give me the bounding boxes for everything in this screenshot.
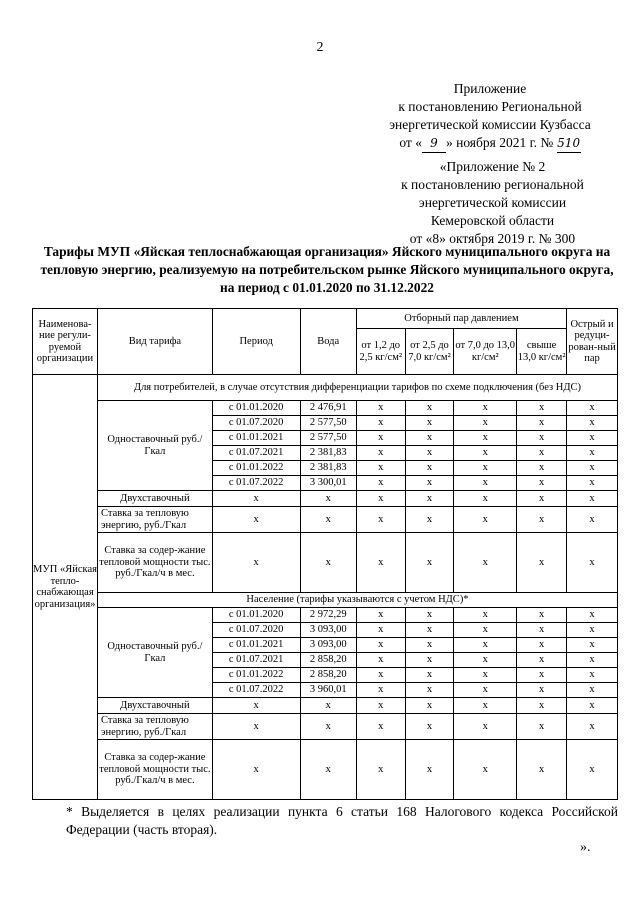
na-cell: х (454, 668, 517, 683)
na-cell: х (405, 416, 454, 431)
na-cell: х (567, 491, 618, 507)
water-value-cell: 2 577,50 (300, 431, 356, 446)
appendix-date-line (360, 134, 620, 153)
na-cell: х (517, 668, 567, 683)
na-cell: х (567, 740, 618, 800)
na-cell: х (454, 491, 517, 507)
na-cell: х (517, 683, 567, 698)
table-row (33, 593, 618, 608)
water-value-cell: 2 858,20 (300, 668, 356, 683)
header-water: Вода (300, 309, 356, 375)
period-cell: с 01.07.2021 (212, 653, 300, 668)
water-value-cell: 3 960,01 (300, 683, 356, 698)
na-cell: х (405, 446, 454, 461)
na-cell: х (405, 401, 454, 416)
na-cell: х (454, 638, 517, 653)
na-cell: х (567, 714, 618, 740)
page-number: 2 (316, 40, 324, 55)
water-value-cell: 3 093,00 (300, 638, 356, 653)
na-cell: х (517, 431, 567, 446)
na-cell: х (356, 446, 405, 461)
na-cell: х (454, 698, 517, 714)
na-cell: х (567, 431, 618, 446)
water-value-cell: 2 476,91 (300, 401, 356, 416)
na-cell: х (300, 491, 356, 507)
closing-quote: ». (580, 840, 591, 855)
na-cell: х (517, 491, 567, 507)
na-cell: х (454, 416, 517, 431)
org-name-cell: МУП «Яйская тепло-снабжающая организация» (33, 375, 98, 800)
na-cell: х (405, 491, 454, 507)
na-cell: х (517, 714, 567, 740)
na-cell: х (517, 653, 567, 668)
water-value-cell: 2 858,20 (300, 653, 356, 668)
na-cell: х (356, 401, 405, 416)
header-period: Период (212, 309, 300, 375)
na-cell: х (567, 401, 618, 416)
na-cell: х (405, 698, 454, 714)
na-cell: х (454, 683, 517, 698)
na-cell: х (405, 740, 454, 800)
appendix-line: энергетической комиссии (418, 195, 567, 210)
single-rate-label: Одноставочный руб./Гкал (97, 401, 212, 491)
tariff-table (32, 308, 618, 800)
na-cell: х (356, 668, 405, 683)
na-cell: х (356, 623, 405, 638)
water-value-cell: 2 972,29 (300, 608, 356, 623)
na-cell: х (212, 507, 300, 533)
table-row (33, 608, 618, 623)
na-cell: х (356, 740, 405, 800)
na-cell: х (300, 698, 356, 714)
na-cell: х (405, 683, 454, 698)
na-cell: х (405, 714, 454, 740)
na-cell: х (454, 461, 517, 476)
na-cell: х (454, 653, 517, 668)
table-row (33, 740, 618, 800)
header-tariff-type: Вид тарифа (97, 309, 212, 375)
period-cell: с 01.07.2020 (212, 416, 300, 431)
appendix-line: энергетической комиссии Кузбасса (389, 117, 591, 132)
na-cell: х (517, 476, 567, 491)
na-cell: х (454, 507, 517, 533)
na-cell: х (454, 623, 517, 638)
na-cell: х (567, 608, 618, 623)
appendix-line: от «8» октября 2019 г. № 300 (409, 231, 576, 246)
table-row (33, 375, 618, 401)
na-cell: х (567, 416, 618, 431)
period-cell: с 01.01.2022 (212, 461, 300, 476)
section-title: Население (тарифы указываются с учетом НДС)* (97, 593, 617, 608)
na-cell: х (517, 461, 567, 476)
na-cell: х (454, 446, 517, 461)
na-cell: х (212, 698, 300, 714)
na-cell: х (356, 698, 405, 714)
energy-rate-label: Ставка за тепловую энергию, руб./Гкал (97, 507, 212, 533)
na-cell: х (356, 653, 405, 668)
na-cell: х (567, 476, 618, 491)
na-cell: х (454, 608, 517, 623)
header-pressure-p4: свыше 13,0 кг/см² (517, 329, 567, 375)
na-cell: х (405, 653, 454, 668)
na-cell: х (212, 491, 300, 507)
document-title: Тарифы МУП «Яйская теплоснабжающая организация» Яйского муниципального округа на тепловую энергию, реализуемую на потребительском рынке Яйского муниципального округа, на период с 01.01.2020 по 31.12.2022 (40, 244, 614, 295)
period-cell: с 01.01.2020 (212, 401, 300, 416)
na-cell: х (567, 446, 618, 461)
na-cell: х (454, 714, 517, 740)
period-cell: с 01.01.2021 (212, 431, 300, 446)
handwritten-day: 9 (422, 134, 446, 153)
handwritten-number: 510 (557, 134, 581, 153)
na-cell: х (405, 608, 454, 623)
period-cell: с 01.01.2022 (212, 668, 300, 683)
period-cell: с 01.07.2020 (212, 623, 300, 638)
water-value-cell: 3 093,00 (300, 623, 356, 638)
appendix-line: к постановлению региональной (401, 177, 584, 192)
table-row (33, 309, 618, 329)
table-row (33, 698, 618, 714)
na-cell: х (405, 461, 454, 476)
tariff-table-body (33, 309, 618, 800)
na-cell: х (405, 507, 454, 533)
table-row (33, 491, 618, 507)
na-cell: х (567, 698, 618, 714)
na-cell: х (356, 476, 405, 491)
table-row (33, 533, 618, 593)
section-title: Для потребителей, в случае отсутствия дифференциации тарифов по схеме подключения (без НДС) (97, 375, 617, 401)
date-prefix: от « (399, 135, 422, 150)
appendix-line: «Приложение № 2 (439, 159, 546, 174)
header-pressure-p3: от 7,0 до 13,0 кг/см² (454, 329, 517, 375)
na-cell: х (356, 431, 405, 446)
na-cell: х (405, 533, 454, 593)
two-part-label: Двухставочный (97, 491, 212, 507)
period-cell: с 01.01.2020 (212, 608, 300, 623)
na-cell: х (356, 608, 405, 623)
period-cell: с 01.07.2021 (212, 446, 300, 461)
na-cell: х (454, 431, 517, 446)
na-cell: х (454, 740, 517, 800)
na-cell: х (567, 683, 618, 698)
na-cell: х (212, 740, 300, 800)
na-cell: х (567, 623, 618, 638)
na-cell: х (356, 507, 405, 533)
na-cell: х (567, 461, 618, 476)
na-cell: х (567, 507, 618, 533)
na-cell: х (405, 431, 454, 446)
water-value-cell: 3 300,01 (300, 476, 356, 491)
water-value-cell: 2 577,50 (300, 416, 356, 431)
footnote: * Выделяется в целях реализации пункта 6 статьи 168 Налогового кодекса Российской Федерации (часть вторая). (66, 804, 618, 837)
na-cell: х (517, 623, 567, 638)
period-cell: с 01.01.2021 (212, 638, 300, 653)
na-cell: х (356, 416, 405, 431)
na-cell: х (567, 653, 618, 668)
na-cell: х (405, 668, 454, 683)
na-cell: х (300, 533, 356, 593)
na-cell: х (517, 608, 567, 623)
na-cell: х (405, 476, 454, 491)
appendix-line: Приложение (453, 81, 527, 96)
na-cell: х (300, 714, 356, 740)
na-cell: х (356, 638, 405, 653)
na-cell: х (356, 533, 405, 593)
na-cell: х (356, 491, 405, 507)
header-pressure-p2: от 2,5 до 7,0 кг/см² (405, 329, 454, 375)
na-cell: х (356, 714, 405, 740)
na-cell: х (517, 698, 567, 714)
period-cell: с 01.07.2022 (212, 476, 300, 491)
period-cell: с 01.07.2022 (212, 683, 300, 698)
na-cell: х (405, 638, 454, 653)
appendix-header (360, 80, 620, 153)
na-cell: х (212, 714, 300, 740)
na-cell: х (567, 638, 618, 653)
na-cell: х (567, 533, 618, 593)
water-value-cell: 2 381,83 (300, 446, 356, 461)
appendix-line: Кемеровской области (430, 213, 555, 228)
appendix-original-header (370, 158, 615, 248)
na-cell: х (517, 416, 567, 431)
na-cell: х (405, 623, 454, 638)
header-pressure-p1: от 1,2 до 2,5 кг/см² (356, 329, 405, 375)
na-cell: х (356, 461, 405, 476)
na-cell: х (454, 401, 517, 416)
appendix-line: к постановлению Региональной (398, 99, 582, 114)
header-org: Наименова-ние регули-руемой организации (33, 309, 98, 375)
single-rate-label: Одноставочный руб./Гкал (97, 608, 212, 698)
na-cell: х (454, 533, 517, 593)
header-sharp-steam: Острый и редуци-рован-ный пар (567, 309, 618, 375)
na-cell: х (517, 401, 567, 416)
na-cell: х (517, 507, 567, 533)
na-cell: х (300, 507, 356, 533)
na-cell: х (517, 446, 567, 461)
na-cell: х (356, 683, 405, 698)
na-cell: х (517, 638, 567, 653)
capacity-rate-label: Ставка за содер-жание тепловой мощности тыс. руб./Гкал/ч в мес. (97, 533, 212, 593)
na-cell: х (517, 740, 567, 800)
capacity-rate-label: Ставка за содер-жание тепловой мощности тыс. руб./Гкал/ч в мес. (97, 740, 212, 800)
na-cell: х (517, 533, 567, 593)
table-row (33, 401, 618, 416)
header-steam: Отборный пар давлением (356, 309, 566, 329)
date-mid: » ноября 2021 г. № (445, 135, 554, 150)
table-row (33, 714, 618, 740)
two-part-label: Двухставочный (97, 698, 212, 714)
energy-rate-label: Ставка за тепловую энергию, руб./Гкал (97, 714, 212, 740)
water-value-cell: 2 381,83 (300, 461, 356, 476)
table-row (33, 507, 618, 533)
na-cell: х (454, 476, 517, 491)
na-cell: х (567, 668, 618, 683)
na-cell: х (212, 533, 300, 593)
na-cell: х (300, 740, 356, 800)
